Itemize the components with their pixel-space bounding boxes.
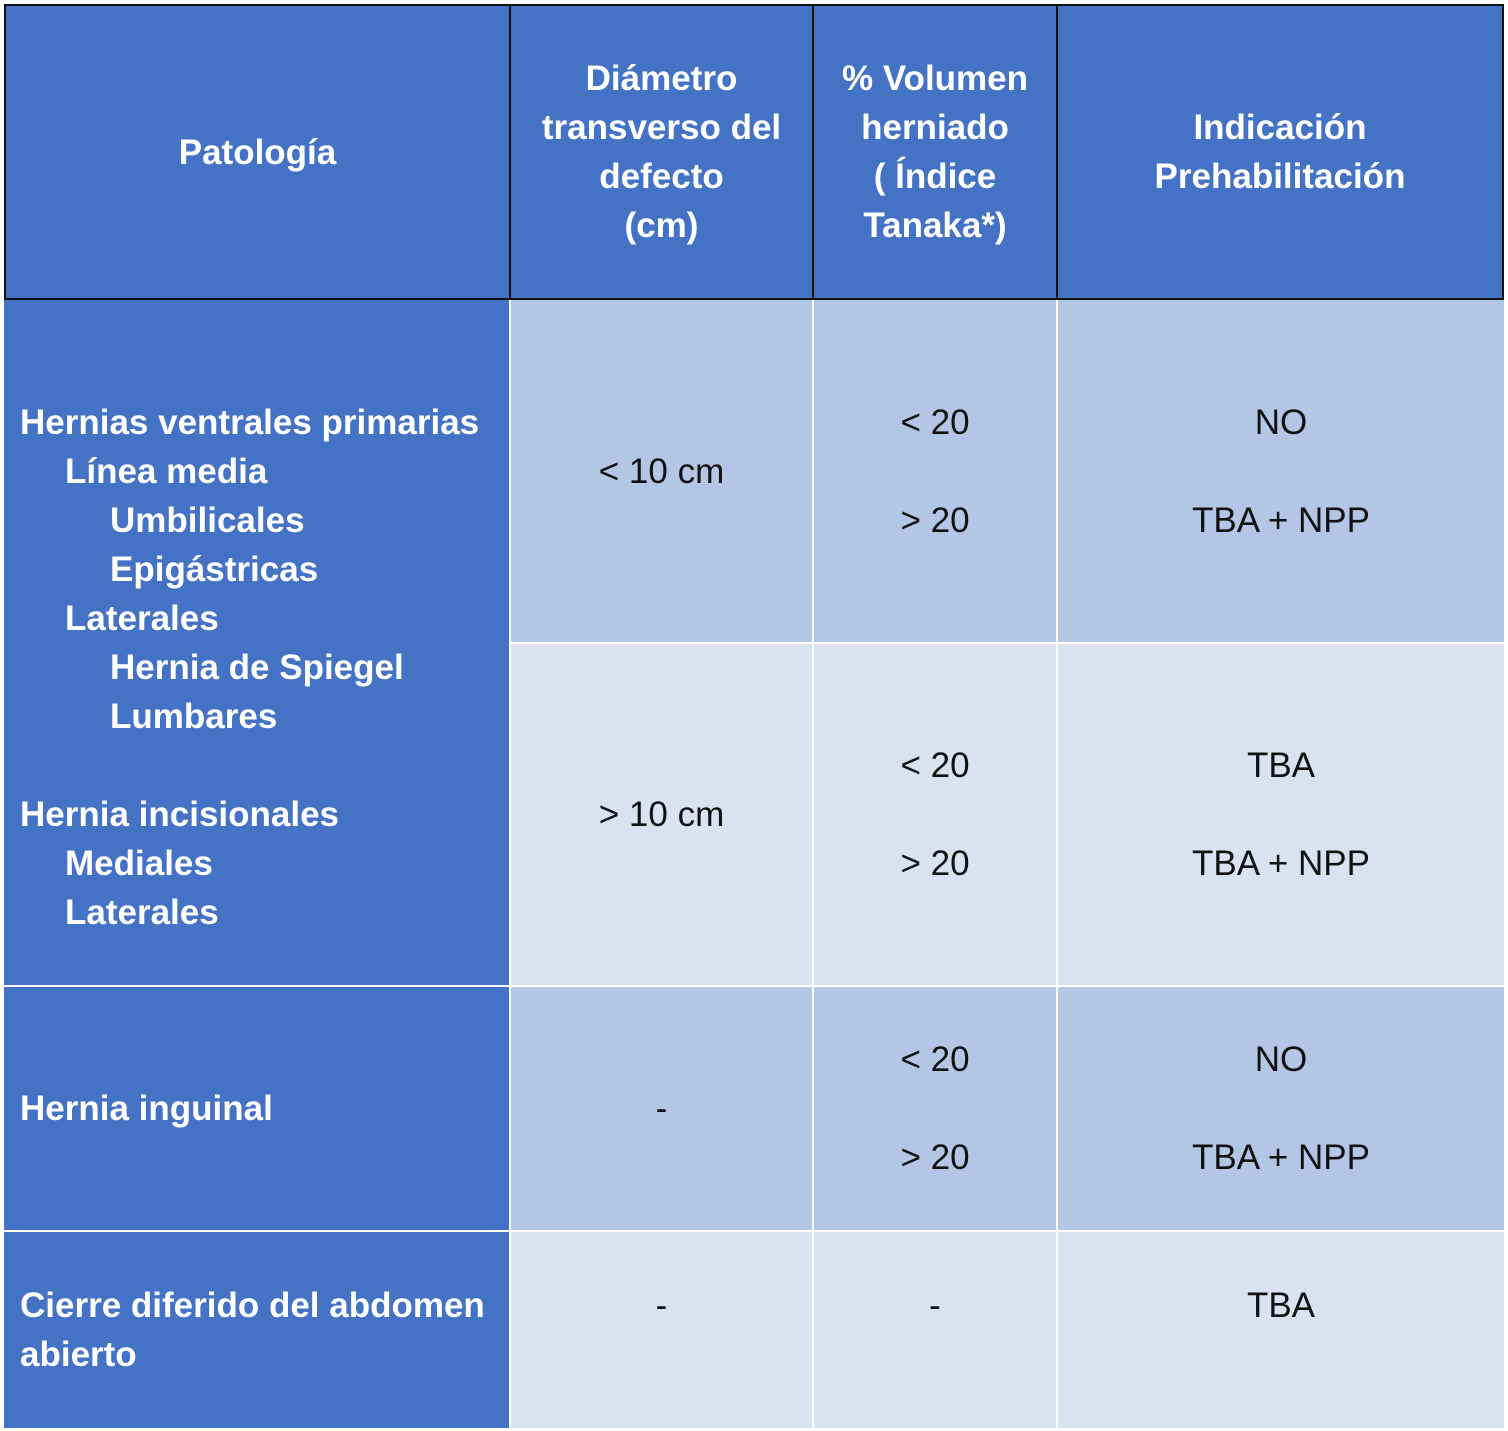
diametro-value: - bbox=[655, 1286, 668, 1325]
diametro-value: > 10 cm bbox=[598, 795, 725, 834]
patologia-line: Laterales bbox=[65, 893, 219, 932]
header-indicacion-line: Indicación bbox=[1193, 108, 1367, 147]
diametro-cell bbox=[511, 300, 814, 642]
patologia-line: Laterales bbox=[65, 599, 219, 638]
volumen-value: > 20 bbox=[900, 844, 970, 883]
header-diametro-line: Diámetro bbox=[585, 59, 738, 98]
patologia-line bbox=[20, 741, 509, 790]
header-diametro bbox=[509, 4, 814, 300]
patologia-line: Hernia inguinal bbox=[20, 1089, 273, 1128]
patologia-line: Umbilicales bbox=[110, 501, 305, 540]
patologia-line: Epigástricas bbox=[110, 550, 319, 589]
volumen-value: < 20 bbox=[900, 746, 970, 785]
patologia-line: Hernia incisionales bbox=[20, 795, 340, 834]
diametro-cell bbox=[511, 644, 814, 985]
patologia-line: Lumbares bbox=[110, 697, 278, 736]
patologia-cell-inguinal bbox=[4, 987, 511, 1230]
indicacion-cell bbox=[1058, 300, 1504, 642]
header-volumen-line: % Volumen bbox=[841, 59, 1029, 98]
header-diametro-line: defecto bbox=[599, 157, 724, 196]
patologia-line: Hernias ventrales primarias bbox=[20, 403, 480, 442]
header-volumen bbox=[812, 4, 1058, 300]
patologia-line: Hernia de Spiegel bbox=[110, 648, 404, 687]
indicacion-cell bbox=[1058, 1232, 1504, 1428]
header-volumen-line: ( Índice bbox=[873, 157, 997, 196]
patologia-line: Línea media bbox=[65, 452, 268, 491]
indicacion-value: NO bbox=[1254, 1040, 1308, 1079]
patologia-line: Mediales bbox=[65, 844, 213, 883]
header-volumen-line: herniado bbox=[861, 108, 1009, 147]
header-indicacion bbox=[1056, 4, 1504, 300]
patologia-cell-ventral-incisional bbox=[4, 300, 511, 985]
volumen-value: - bbox=[929, 1286, 941, 1325]
indicacion-value: TBA + NPP bbox=[1192, 1138, 1370, 1177]
header-indicacion-line: Prehabilitación bbox=[1154, 157, 1406, 196]
header-volumen-line: Tanaka*) bbox=[863, 206, 1007, 245]
patologia-line: abierto bbox=[20, 1335, 137, 1374]
indicacion-value: TBA bbox=[1246, 1286, 1316, 1325]
indicacion-value: TBA + NPP bbox=[1192, 500, 1370, 540]
volumen-value: > 20 bbox=[900, 500, 970, 540]
header-patologia bbox=[4, 4, 511, 300]
indicacion-cell bbox=[1058, 644, 1504, 985]
indicacion-cell bbox=[1058, 987, 1504, 1230]
indicacion-value: TBA + NPP bbox=[1192, 844, 1370, 883]
volumen-value: < 20 bbox=[900, 1040, 970, 1079]
indicacion-value: NO bbox=[1254, 402, 1308, 442]
prehabilitation-table bbox=[4, 4, 1504, 1428]
header-diametro-line: transverso del bbox=[541, 108, 782, 147]
diametro-value: < 10 cm bbox=[598, 451, 725, 491]
header-patologia-label: Patología bbox=[178, 132, 337, 172]
indicacion-value: TBA bbox=[1246, 746, 1316, 785]
patologia-cell-cierre-diferido bbox=[4, 1232, 511, 1428]
patologia-line: Cierre diferido del abdomen bbox=[20, 1286, 485, 1325]
diametro-cell bbox=[511, 987, 814, 1230]
volumen-cell bbox=[814, 644, 1058, 985]
volumen-value: > 20 bbox=[900, 1138, 970, 1177]
volumen-cell bbox=[814, 1232, 1058, 1428]
diametro-value: - bbox=[655, 1089, 668, 1128]
diametro-cell bbox=[511, 1232, 814, 1428]
volumen-value: < 20 bbox=[900, 402, 970, 442]
volumen-cell bbox=[814, 300, 1058, 642]
header-diametro-line: (cm) bbox=[624, 206, 699, 245]
volumen-cell bbox=[814, 987, 1058, 1230]
row-divider bbox=[511, 642, 1504, 644]
